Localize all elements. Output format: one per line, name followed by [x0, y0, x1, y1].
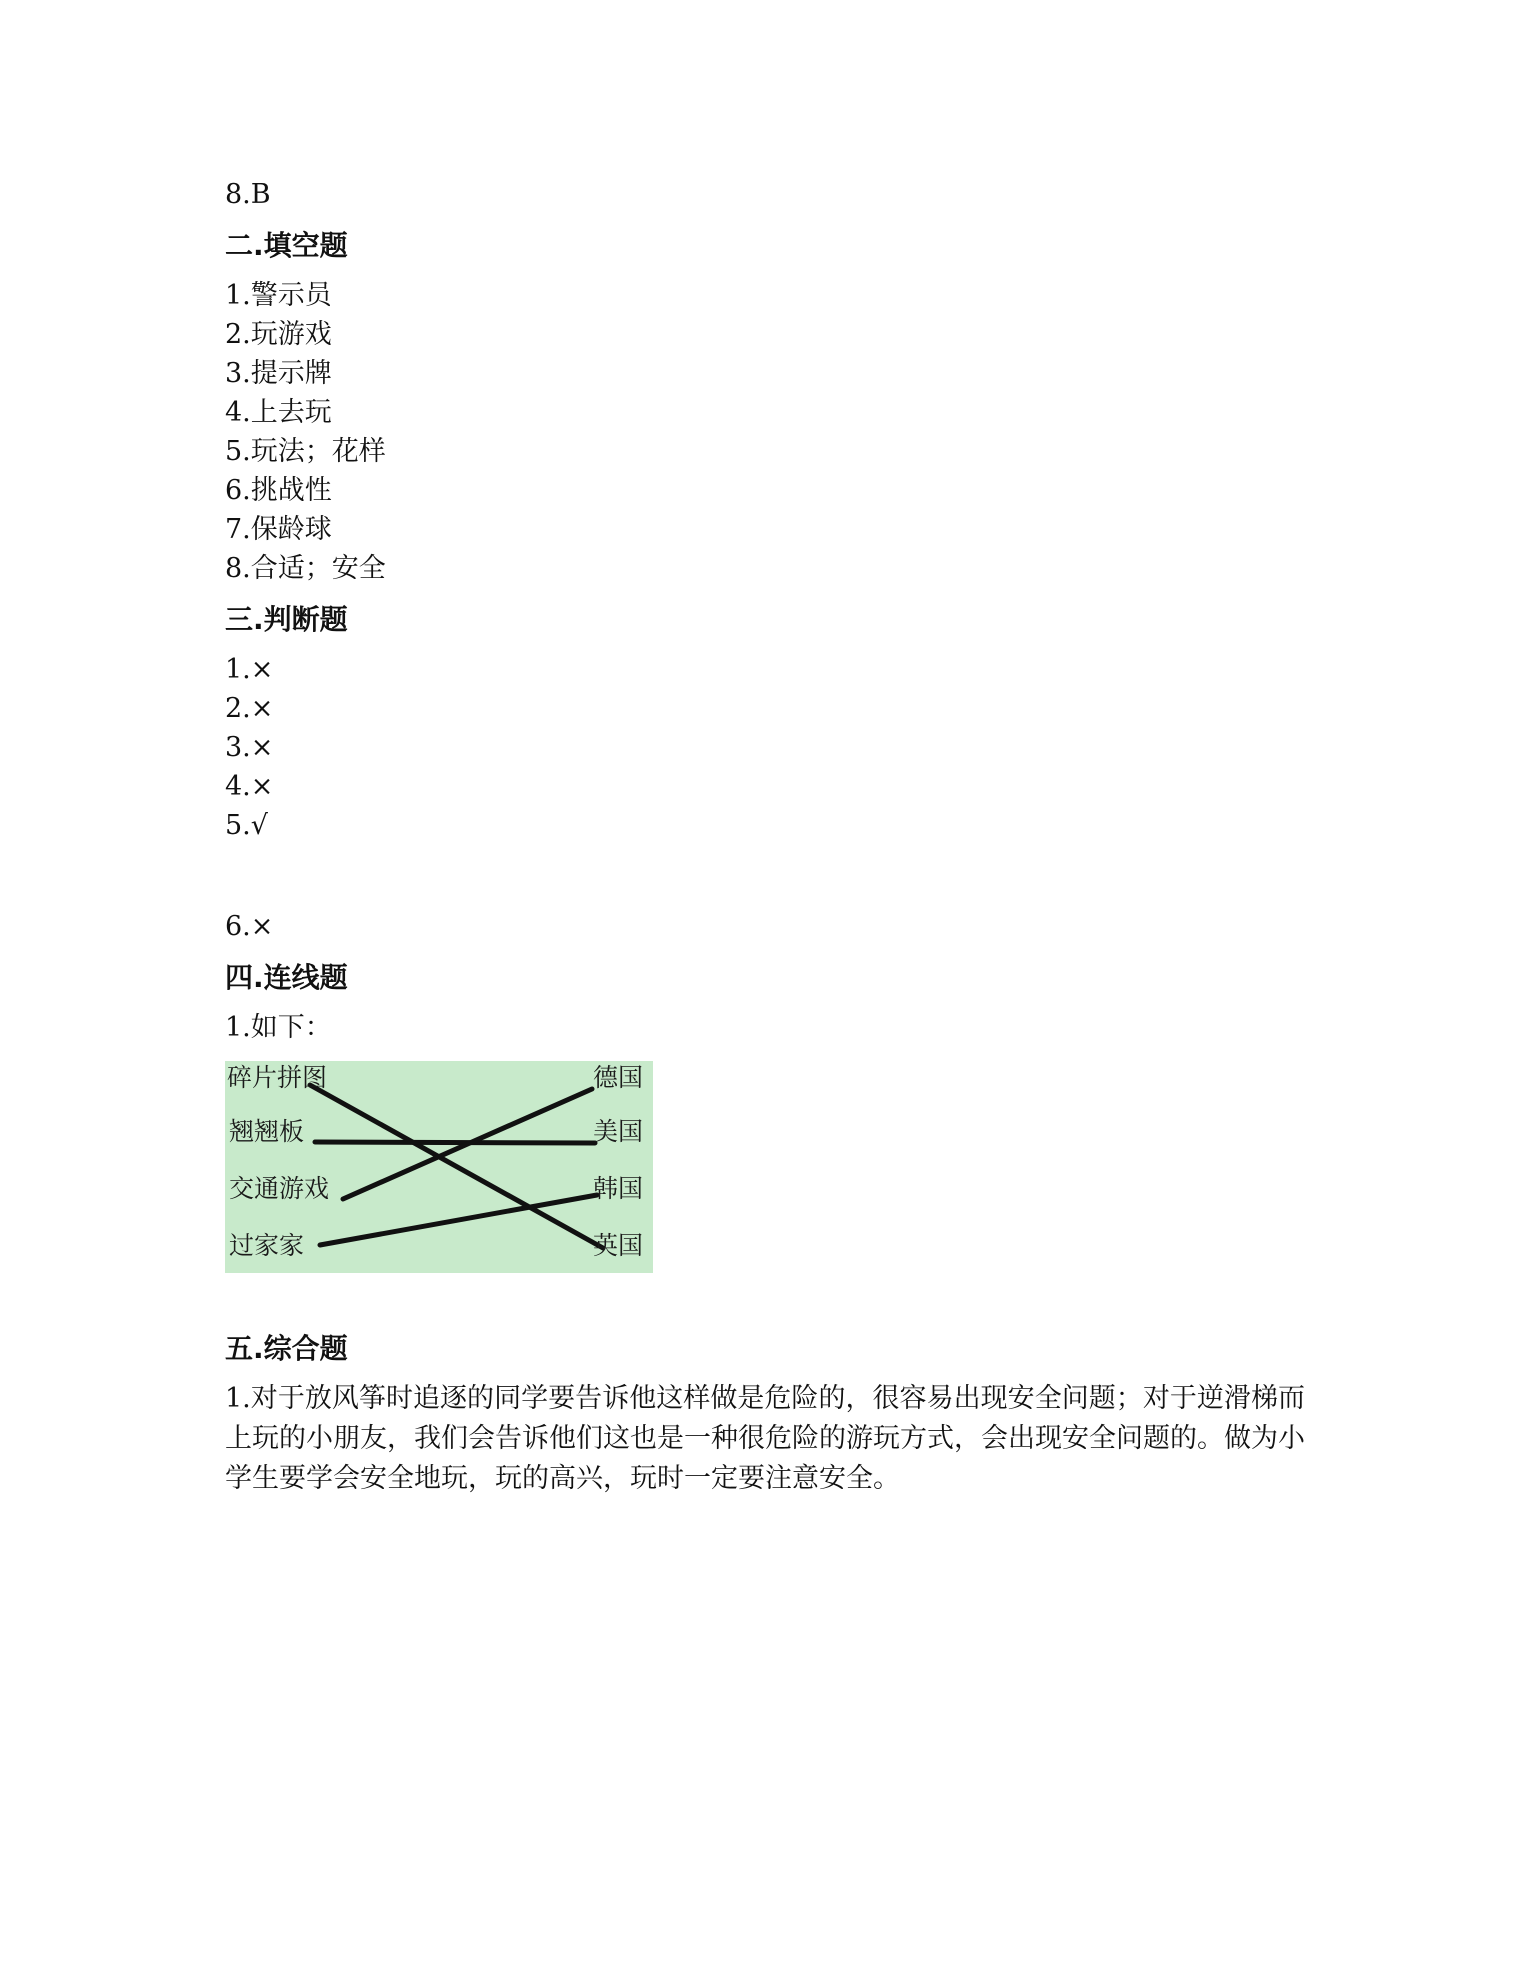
connection-line	[315, 1142, 595, 1143]
list-item: 5.玩法；花样	[225, 436, 386, 467]
diagram-left-label: 碎片拼图	[227, 1063, 328, 1092]
diagram-left-label: 翘翘板	[229, 1117, 305, 1146]
answer-page	[225, 175, 1325, 1499]
diagram-left-label: 交通游戏	[229, 1174, 330, 1203]
list-item: 7.保龄球	[225, 514, 332, 545]
list-item: 5.√	[225, 810, 268, 841]
spacer	[225, 1273, 1325, 1317]
fill-blank-list	[225, 276, 1325, 588]
section-heading-matching: 四.连线题	[225, 961, 348, 994]
list-item: 6.挑战性	[225, 475, 332, 506]
answer-8b: 8.B	[225, 179, 271, 210]
diagram-right-label: 英国	[593, 1231, 644, 1260]
section-heading-fill-blank: 二.填空题	[225, 229, 348, 262]
list-item: 1.×	[225, 654, 274, 685]
diagram-left-label: 过家家	[229, 1231, 305, 1260]
spacer	[225, 845, 1325, 907]
list-item: 2.×	[225, 693, 274, 724]
judgment-list	[225, 650, 1325, 946]
diagram-right-label: 德国	[593, 1063, 644, 1092]
list-item: 3.提示牌	[225, 358, 332, 389]
diagram-right-label: 韩国	[593, 1174, 644, 1203]
matching-item: 1.如下：	[225, 1012, 332, 1043]
list-item: 2.玩游戏	[225, 319, 332, 350]
connection-line	[310, 1085, 603, 1248]
list-item: 4.×	[225, 771, 274, 802]
list-item: 3.×	[225, 732, 274, 763]
list-item: 8.合适；安全	[225, 553, 386, 584]
list-item: 1.警示员	[225, 280, 332, 311]
list-item: 4.上去玩	[225, 397, 332, 428]
matching-diagram	[225, 1061, 653, 1273]
section-heading-comprehensive: 五.综合题	[225, 1332, 348, 1365]
diagram-right-label: 美国	[593, 1117, 644, 1146]
list-item: 6.×	[225, 911, 274, 942]
comprehensive-answer: 1.对于放风筝时追逐的同学要告诉他这样做是危险的，很容易出现安全问题；对于逆滑梯而上玩的小朋友，我们会告诉他们这也是一种很危险的游玩方式，会出现安全问题的。做为小学生要学会安全地玩，玩的高兴，玩时一定要注意安全。	[225, 1383, 1305, 1494]
section-heading-judgment: 三.判断题	[225, 603, 348, 636]
